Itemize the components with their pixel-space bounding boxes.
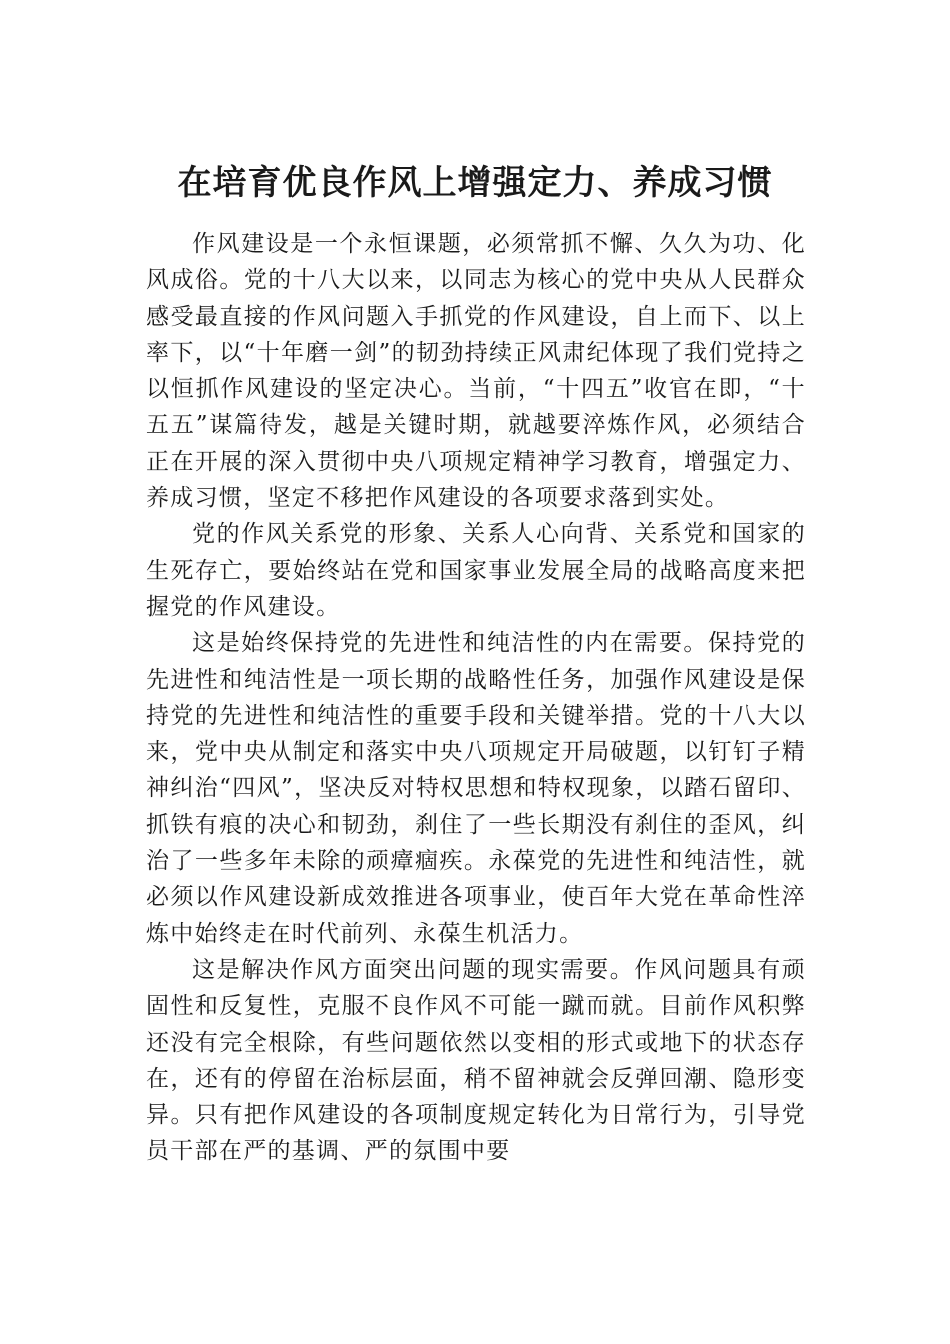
document-title: 在培育优良作风上增强定力、养成习惯 [177, 163, 773, 203]
paragraph: 党的作风关系党的形象、关系人心向背、关系党和国家的生死存亡，要始终站在党和国家事业发展全局的战略高度来把握党的作风建设。 [146, 521, 806, 620]
paragraph: 这是始终保持党的先进性和纯洁性的内在需要。保持党的先进性和纯洁性是一项长期的战略性任务，加强作风建设是保持党的先进性和纯洁性的重要手段和关键举措。党的十八大以来，党中央从制定和落实中央八项规定开局破题，以钉钉子精神纠治“四风”，坚决反对特权思想和特权现象，以踏石留印、抓铁有痕的决心和韧劲，刹住了一些长期没有刹住的歪风，纠治了一些多年未除的顽瘴痼疾。永葆党的先进性和纯洁性，就必须以作风建设新成效推进各项事业，使百年大党在革命性淬炼中始终走在时代前列、永葆生机活力。 [146, 630, 806, 947]
paragraph: 作风建设是一个永恒课题，必须常抓不懈、久久为功、化风成俗。党的十八大以来，以同志为核心的党中央从人民群众感受最直接的作风问题入手抓党的作风建设，自上而下、以上率下，以“十年磨一剑”的韧劲持续正风肃纪体现了我们党持之以恒抓作风建设的坚定决心。当前，“十四五”收官在即，“十五五”谋篇待发，越是关键时期，就越要淬炼作风，必须结合正在开展的深入贯彻中央八项规定精神学习教育，增强定力、养成习惯，坚定不移把作风建设的各项要求落到实处。 [146, 231, 806, 512]
document-body [146, 226, 806, 1170]
paragraph: 这是解决作风方面突出问题的现实需要。作风问题具有顽固性和反复性，克服不良作风不可能一蹴而就。目前作风积弊还没有完全根除，有些问题依然以变相的形式或地下的状态存在，还有的停留在治标层面，稍不留神就会反弹回潮、隐形变异。只有把作风建设的各项制度规定转化为日常行为，引导党员干部在严的基调、严的氛围中要 [146, 956, 806, 1165]
